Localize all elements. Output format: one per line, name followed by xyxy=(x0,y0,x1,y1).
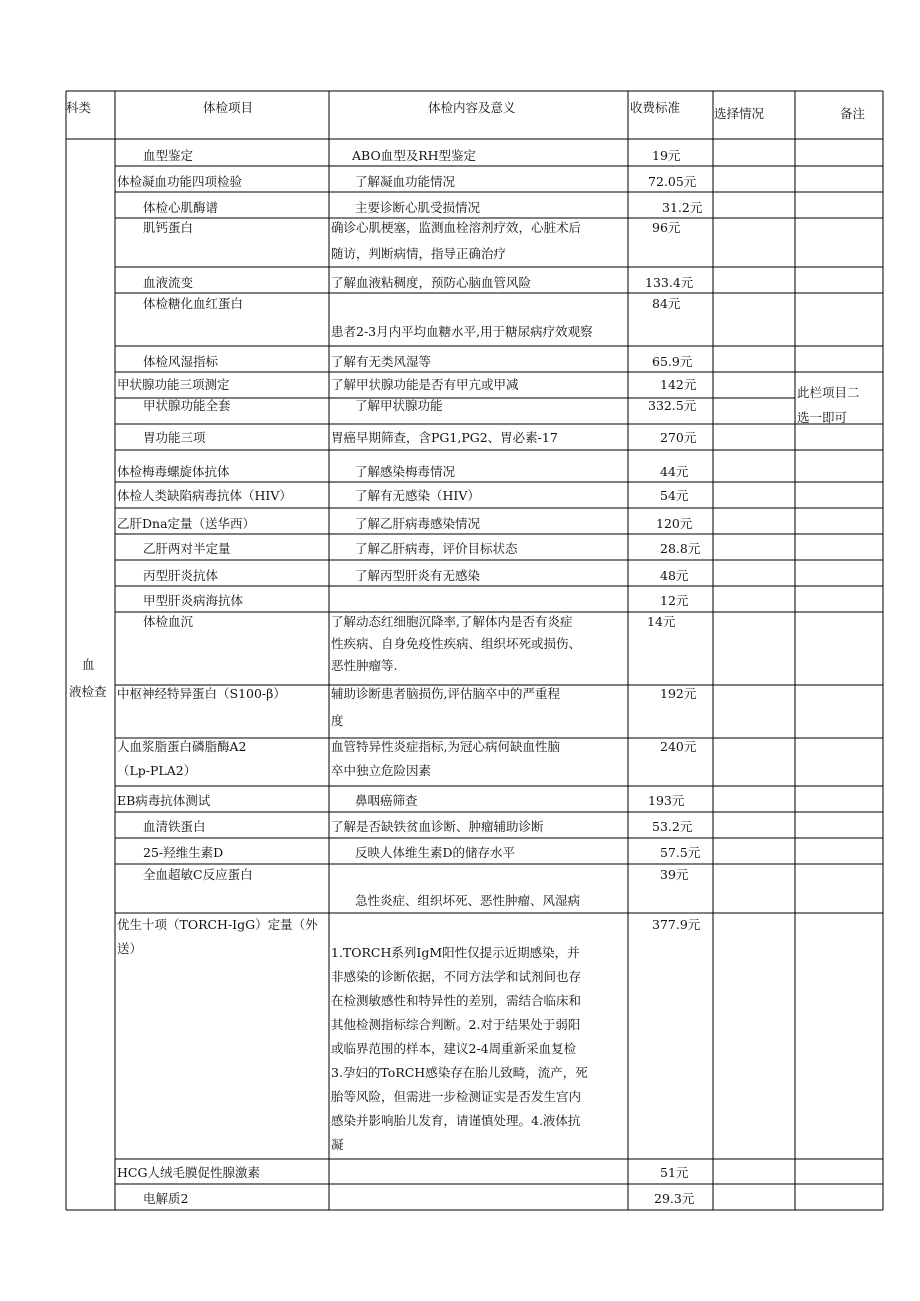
row-item: 体检凝血功能四项检验 xyxy=(117,174,243,189)
category-label-line1: 血 xyxy=(82,657,95,672)
remark-note-line2: 选一即可 xyxy=(797,410,848,425)
header-item: 体检项目 xyxy=(203,100,254,115)
row-content: 凝 xyxy=(331,1137,344,1152)
row-item: 优生十项（TORCH-IgG）定量（外 xyxy=(117,917,318,932)
remark-note-line1: 此栏项目二 xyxy=(797,385,860,400)
row-content: 了解有无类风湿等 xyxy=(331,354,432,369)
row-fee: 28.8元 xyxy=(660,541,701,556)
row-fee: 120元 xyxy=(656,516,693,531)
row-fee: 53.2元 xyxy=(652,819,693,834)
row-content: 度 xyxy=(331,713,344,728)
row-fee: 377.9元 xyxy=(652,917,701,932)
row-item: 送） xyxy=(117,941,143,956)
row-content: 血管特异性炎症指标,为冠心病何缺血性脑 xyxy=(331,739,560,754)
row-item: 人血浆脂蛋白磷脂酶A2 xyxy=(117,739,247,754)
row-item: 肌钙蛋白 xyxy=(143,220,194,235)
row-content: 了解是否缺铁贫血诊断、肿瘤辅助诊断 xyxy=(331,819,544,834)
row-fee: 57.5元 xyxy=(660,845,701,860)
row-item: 血液流变 xyxy=(143,275,194,290)
row-content: 3.孕妇的ToRCH感染存在胎儿致畸，流产，死 xyxy=(331,1065,588,1080)
row-item: 25-羟维生素D xyxy=(143,845,224,860)
header-fee: 收费标准 xyxy=(630,100,681,115)
row-item: 体检梅毒螺旋体抗体 xyxy=(117,464,230,479)
header-selection: 选择情况 xyxy=(714,106,765,121)
row-content: 了解凝血功能情况 xyxy=(355,174,456,189)
row-item: 电解质2 xyxy=(143,1191,189,1206)
row-fee: 142元 xyxy=(660,377,697,392)
row-fee: 48元 xyxy=(660,568,689,583)
row-fee: 96元 xyxy=(652,220,681,235)
row-item: 体检血沉 xyxy=(143,614,194,629)
row-content: 急性炎症、组织坏死、恶性肿瘤、风湿病 xyxy=(355,893,581,908)
row-item: 体检心肌酶谱 xyxy=(143,200,219,215)
row-fee: 193元 xyxy=(648,793,685,808)
row-fee: 19元 xyxy=(652,148,681,163)
row-item: EB病毒抗体测试 xyxy=(117,793,211,808)
row-content: 性疾病、自身免疫性疾病、组织坏死或损伤、 xyxy=(331,636,582,651)
row-content: 鼻咽癌筛查 xyxy=(355,793,418,808)
row-item: 体检人类缺陷病毒抗体（HIV） xyxy=(117,488,292,503)
row-fee: 51元 xyxy=(660,1165,689,1180)
row-content: 了解血液粘稠度，预防心脑血管风险 xyxy=(331,275,532,290)
row-item: 乙肝Dna定量（送华西） xyxy=(117,516,256,531)
row-content: 胎等风险，但需进一步检测证实是否发生宫内 xyxy=(331,1089,582,1104)
row-item: 丙型肝炎抗体 xyxy=(143,568,219,583)
row-item: （Lp-PLA2） xyxy=(117,763,197,778)
row-item: 血清铁蛋白 xyxy=(143,819,206,834)
row-content: 了解甲状腺功能是否有甲亢或甲减 xyxy=(331,377,519,392)
row-content: 了解感染梅毒情况 xyxy=(355,464,456,479)
row-fee: 44元 xyxy=(660,464,689,479)
row-item: 甲状腺功能全套 xyxy=(143,398,231,413)
row-content: 或临界范围的样本，建议2-4周重新采血复检 xyxy=(331,1041,577,1056)
row-item: HCG人绒毛膜促性腺激素 xyxy=(117,1165,260,1180)
table-text xyxy=(66,100,866,1206)
row-fee: 12元 xyxy=(660,593,689,608)
row-item: 血型鉴定 xyxy=(143,148,194,163)
row-fee: 65.9元 xyxy=(652,354,693,369)
row-content: 恶性肿瘤等. xyxy=(331,658,398,673)
row-content: 在检测敏感性和特异性的差别，需结合临床和 xyxy=(331,993,582,1008)
row-item: 胃功能三项 xyxy=(143,430,206,445)
row-content: 胃癌早期筛查，含PG1,PG2、胃必素-17 xyxy=(331,430,558,445)
row-item: 体检风湿指标 xyxy=(143,354,219,369)
row-fee: 332.5元 xyxy=(648,398,697,413)
row-content: 1.TORCH系列IgM阳性仅提示近期感染，并 xyxy=(331,945,580,960)
row-content: 了解丙型肝炎有无感染 xyxy=(355,568,481,583)
header-remark: 备注 xyxy=(840,106,866,121)
row-fee: 240元 xyxy=(660,739,697,754)
row-item: 全血超敏C反应蛋白 xyxy=(143,867,253,882)
row-content: 了解甲状腺功能 xyxy=(355,398,443,413)
row-fee: 14元 xyxy=(647,614,676,629)
header-category: 科类 xyxy=(66,100,92,115)
row-content: 了解乙肝病毒感染情况 xyxy=(355,516,481,531)
row-content: 其他检测指标综合判断。2.对于结果处于弱阳 xyxy=(331,1017,581,1032)
row-fee: 270元 xyxy=(660,430,697,445)
row-item: 甲型肝炎病海抗体 xyxy=(143,593,244,608)
row-item: 中枢神经特异蛋白（S100-β） xyxy=(117,686,286,701)
row-fee: 133.4元 xyxy=(645,275,694,290)
row-content: 随访，判断病情，指导正确治疗 xyxy=(331,246,507,261)
row-content: ABO血型及RH型鉴定 xyxy=(352,148,477,163)
row-content: 确诊心肌梗塞，监测血栓溶剂疗效，心脏术后 xyxy=(331,220,582,235)
row-fee: 39元 xyxy=(660,867,689,882)
row-content: 患者2-3月内平均血糖水平,用于糖尿病疗效观察 xyxy=(331,324,593,339)
row-content: 卒中独立危险因素 xyxy=(331,763,432,778)
row-fee: 29.3元 xyxy=(654,1191,695,1206)
row-fee: 31.2元 xyxy=(662,200,703,215)
row-item: 甲状腺功能三项测定 xyxy=(117,377,230,392)
header-content: 体检内容及意义 xyxy=(428,100,516,115)
category-label-line2: 液检查 xyxy=(69,684,107,699)
row-content: 了解乙肝病毒，评价目标状态 xyxy=(355,541,518,556)
row-fee: 192元 xyxy=(660,686,697,701)
row-content: 非感染的诊断依据，不同方法学和试剂间也存 xyxy=(331,969,582,984)
row-content: 了解有无感染（HIV） xyxy=(355,488,480,503)
row-content: 主要诊断心肌受损情况 xyxy=(355,200,481,215)
row-fee: 54元 xyxy=(660,488,689,503)
row-item: 乙肝两对半定量 xyxy=(143,541,231,556)
row-content: 辅助诊断患者脑损伤,评估脑卒中的严重程 xyxy=(331,686,560,701)
row-content: 了解动态红细胞沉降率,了解体内是否有炎症 xyxy=(331,614,573,629)
row-fee: 72.05元 xyxy=(648,174,697,189)
row-content: 感染并影响胎儿发育，请谨慎处理。4.液体抗 xyxy=(331,1113,581,1128)
row-fee: 84元 xyxy=(652,296,681,311)
row-content: 反映人体维生素D的储存水平 xyxy=(355,845,516,860)
row-item: 体检糖化血红蛋白 xyxy=(143,296,244,311)
